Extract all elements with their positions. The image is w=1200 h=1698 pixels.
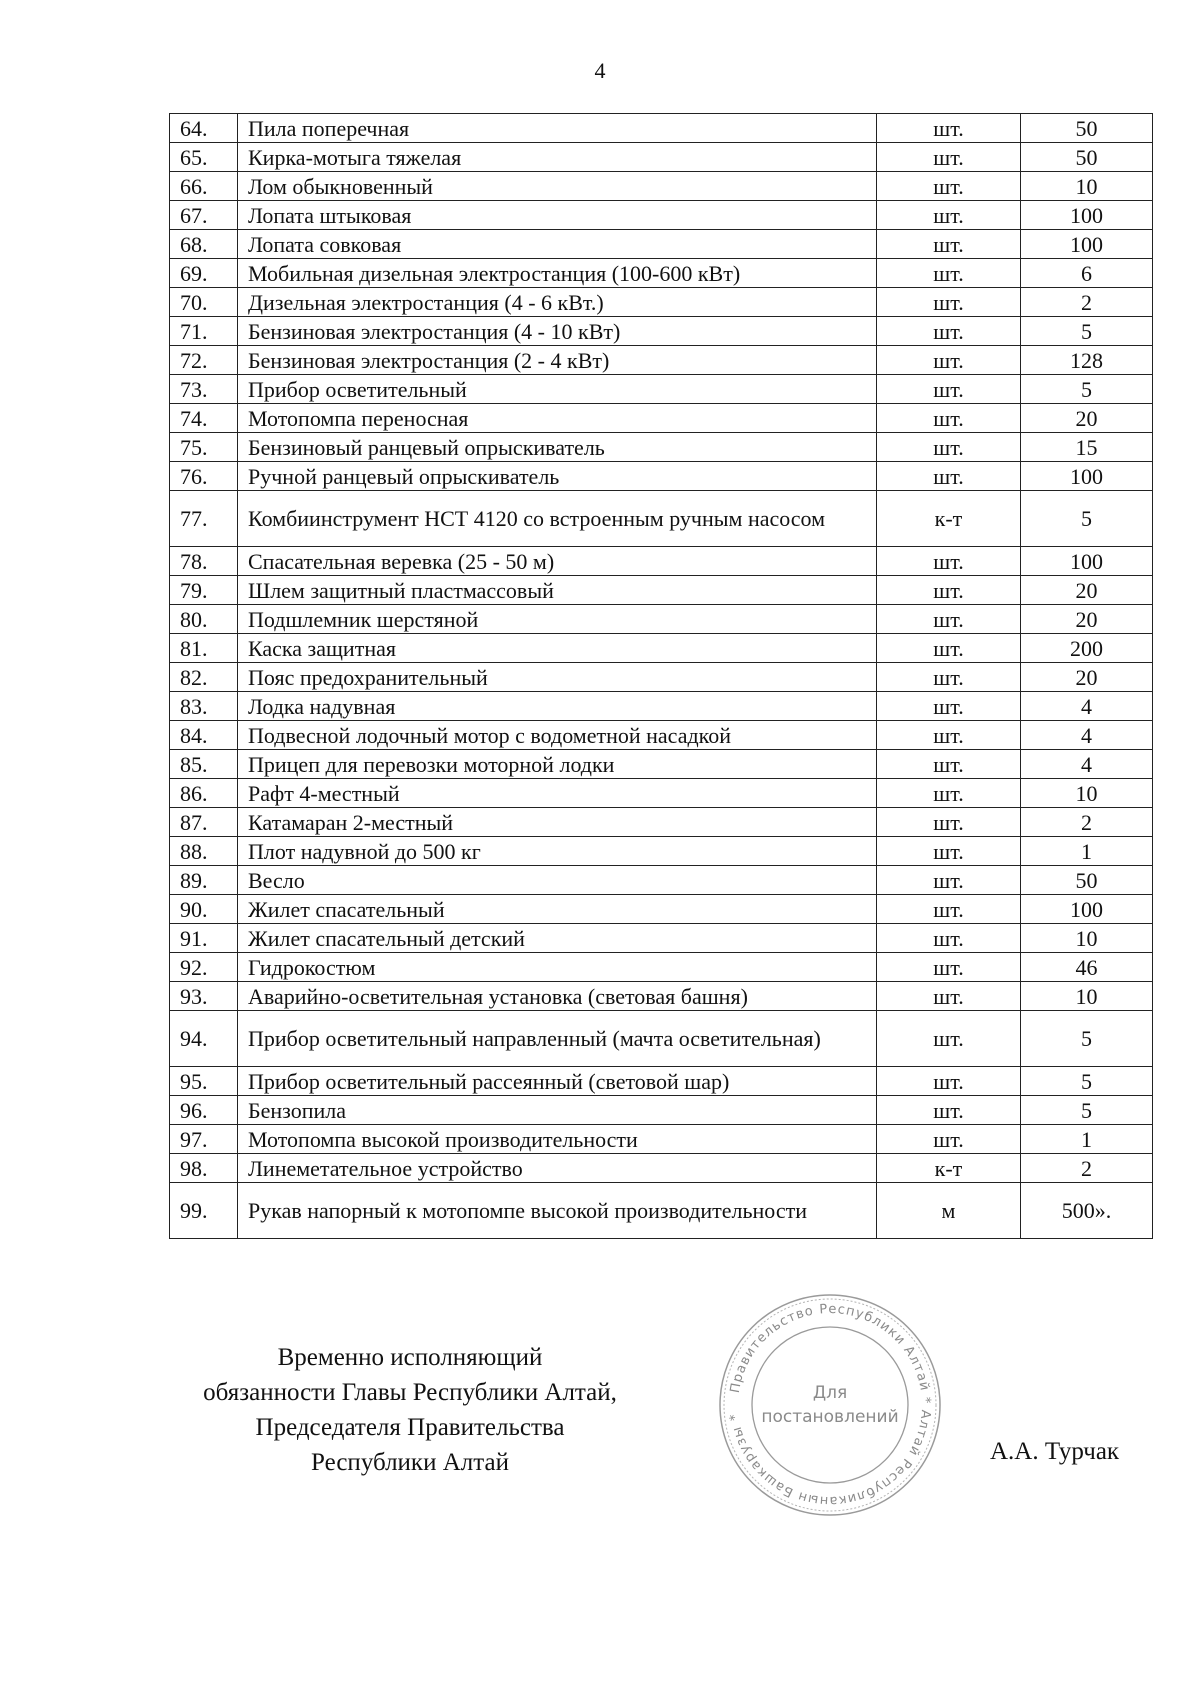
- item-name: Бензиновая электростанция (4 - 10 кВт): [238, 317, 877, 346]
- item-name: Лодка надувная: [238, 692, 877, 721]
- item-name: Лопата штыковая: [238, 201, 877, 230]
- item-name: Весло: [238, 866, 877, 895]
- table-row: [170, 404, 1153, 433]
- item-unit: шт.: [877, 692, 1021, 721]
- row-number: 68.: [170, 230, 238, 259]
- seal-inner-text-line2: постановлений: [761, 1407, 899, 1427]
- item-quantity: 5: [1021, 317, 1153, 346]
- item-name: Подвесной лодочный мотор с водометной насадкой: [238, 721, 877, 750]
- signature-title-line: Временно исполняющий: [277, 1344, 543, 1371]
- table-row: [170, 1096, 1153, 1125]
- table-row: [170, 808, 1153, 837]
- item-unit: шт.: [877, 1011, 1021, 1067]
- row-number: 90.: [170, 895, 238, 924]
- equipment-table: [169, 113, 1153, 1239]
- row-number: 65.: [170, 143, 238, 172]
- item-name: Рафт 4-местный: [238, 779, 877, 808]
- item-quantity: 10: [1021, 924, 1153, 953]
- table-row: [170, 201, 1153, 230]
- item-name: Лопата совковая: [238, 230, 877, 259]
- table-row: [170, 288, 1153, 317]
- item-quantity: 100: [1021, 895, 1153, 924]
- item-name: Бензопила: [238, 1096, 877, 1125]
- item-name: Бензиновый ранцевый опрыскиватель: [238, 433, 877, 462]
- row-number: 86.: [170, 779, 238, 808]
- row-number: 87.: [170, 808, 238, 837]
- item-name: Прибор осветительный: [238, 375, 877, 404]
- official-seal-stamp: [715, 1290, 945, 1520]
- item-unit: шт.: [877, 172, 1021, 201]
- item-unit: шт.: [877, 114, 1021, 143]
- row-number: 64.: [170, 114, 238, 143]
- row-number: 77.: [170, 491, 238, 547]
- row-number: 82.: [170, 663, 238, 692]
- table-row: [170, 1154, 1153, 1183]
- item-name: Лом обыкновенный: [238, 172, 877, 201]
- row-number: 85.: [170, 750, 238, 779]
- table-row: [170, 634, 1153, 663]
- item-quantity: 1: [1021, 837, 1153, 866]
- row-number: 79.: [170, 576, 238, 605]
- item-unit: к-т: [877, 491, 1021, 547]
- row-number: 71.: [170, 317, 238, 346]
- row-number: 70.: [170, 288, 238, 317]
- item-unit: шт.: [877, 866, 1021, 895]
- item-unit: шт.: [877, 143, 1021, 172]
- item-name: Прибор осветительный рассеянный (световой шар): [238, 1067, 877, 1096]
- item-quantity: 100: [1021, 230, 1153, 259]
- item-name: Мобильная дизельная электростанция (100-600 кВт): [238, 259, 877, 288]
- item-name: Мотопомпа переносная: [238, 404, 877, 433]
- table-row: [170, 982, 1153, 1011]
- item-unit: шт.: [877, 433, 1021, 462]
- item-name: Линеметательное устройство: [238, 1154, 877, 1183]
- item-quantity: 100: [1021, 547, 1153, 576]
- item-name: Подшлемник шерстяной: [238, 605, 877, 634]
- table-row: [170, 779, 1153, 808]
- table-row: [170, 750, 1153, 779]
- item-quantity: 4: [1021, 692, 1153, 721]
- table-row: [170, 1011, 1153, 1067]
- item-unit: шт.: [877, 895, 1021, 924]
- item-quantity: 50: [1021, 114, 1153, 143]
- item-quantity: 10: [1021, 779, 1153, 808]
- signature-title-line: обязанности Главы Республики Алтай,: [203, 1379, 617, 1406]
- signer-name: А.А. Турчак: [990, 1438, 1120, 1465]
- table-row: [170, 433, 1153, 462]
- seal-inner-text-line1: Для: [812, 1383, 848, 1403]
- item-quantity: 128: [1021, 346, 1153, 375]
- item-unit: шт.: [877, 375, 1021, 404]
- item-quantity: 5: [1021, 375, 1153, 404]
- row-number: 94.: [170, 1011, 238, 1067]
- item-name: Комбиинструмент НСТ 4120 со встроенным ручным насосом: [238, 491, 877, 547]
- item-unit: шт.: [877, 924, 1021, 953]
- row-number: 74.: [170, 404, 238, 433]
- table-row: [170, 953, 1153, 982]
- item-quantity: 200: [1021, 634, 1153, 663]
- item-quantity: 500».: [1021, 1183, 1153, 1239]
- item-unit: шт.: [877, 201, 1021, 230]
- item-quantity: 2: [1021, 1154, 1153, 1183]
- row-number: 75.: [170, 433, 238, 462]
- item-quantity: 5: [1021, 1011, 1153, 1067]
- svg-text:Правительство Республики Алтай: [727, 1302, 933, 1508]
- table-row: [170, 692, 1153, 721]
- table-row: [170, 143, 1153, 172]
- item-name: Шлем защитный пластмассовый: [238, 576, 877, 605]
- item-unit: шт.: [877, 1125, 1021, 1154]
- item-unit: шт.: [877, 288, 1021, 317]
- item-unit: шт.: [877, 230, 1021, 259]
- row-number: 88.: [170, 837, 238, 866]
- table-row: [170, 1125, 1153, 1154]
- row-number: 84.: [170, 721, 238, 750]
- item-unit: шт.: [877, 953, 1021, 982]
- row-number: 83.: [170, 692, 238, 721]
- table-row: [170, 866, 1153, 895]
- item-unit: м: [877, 1183, 1021, 1239]
- item-quantity: 15: [1021, 433, 1153, 462]
- item-name: Спасательная веревка (25 - 50 м): [238, 547, 877, 576]
- item-quantity: 10: [1021, 982, 1153, 1011]
- item-quantity: 4: [1021, 721, 1153, 750]
- table-row: [170, 605, 1153, 634]
- item-name: Каска защитная: [238, 634, 877, 663]
- row-number: 95.: [170, 1067, 238, 1096]
- table-row: [170, 114, 1153, 143]
- item-quantity: 6: [1021, 259, 1153, 288]
- row-number: 81.: [170, 634, 238, 663]
- item-quantity: 50: [1021, 866, 1153, 895]
- item-name: Катамаран 2-местный: [238, 808, 877, 837]
- item-name: Ручной ранцевый опрыскиватель: [238, 462, 877, 491]
- row-number: 67.: [170, 201, 238, 230]
- table-row: [170, 317, 1153, 346]
- item-quantity: 5: [1021, 1067, 1153, 1096]
- item-name: Жилет спасательный детский: [238, 924, 877, 953]
- table-row: [170, 663, 1153, 692]
- item-name: Гидрокостюм: [238, 953, 877, 982]
- signature-title: [170, 1340, 650, 1480]
- item-quantity: 50: [1021, 143, 1153, 172]
- item-name: Жилет спасательный: [238, 895, 877, 924]
- item-quantity: 5: [1021, 491, 1153, 547]
- item-name: Аварийно-осветительная установка (световая башня): [238, 982, 877, 1011]
- row-number: 96.: [170, 1096, 238, 1125]
- item-quantity: 4: [1021, 750, 1153, 779]
- item-quantity: 1: [1021, 1125, 1153, 1154]
- item-unit: шт.: [877, 1096, 1021, 1125]
- row-number: 89.: [170, 866, 238, 895]
- table-row: [170, 837, 1153, 866]
- row-number: 99.: [170, 1183, 238, 1239]
- item-unit: шт.: [877, 605, 1021, 634]
- item-unit: шт.: [877, 808, 1021, 837]
- row-number: 72.: [170, 346, 238, 375]
- table-row: [170, 491, 1153, 547]
- row-number: 78.: [170, 547, 238, 576]
- item-name: Прицеп для перевозки моторной лодки: [238, 750, 877, 779]
- seal-outer-text: Правительство Республики Алтай * Алтай Республиканын Башкарузы *: [727, 1301, 934, 1509]
- row-number: 76.: [170, 462, 238, 491]
- table-row: [170, 721, 1153, 750]
- item-name: Плот надувной до 500 кг: [238, 837, 877, 866]
- item-unit: к-т: [877, 1154, 1021, 1183]
- row-number: 80.: [170, 605, 238, 634]
- table-row: [170, 576, 1153, 605]
- item-unit: шт.: [877, 404, 1021, 433]
- equipment-table-body: [170, 114, 1153, 1239]
- item-name: Рукав напорный к мотопомпе высокой производительности: [238, 1183, 877, 1239]
- signature-title-line: Председателя Правительства: [255, 1414, 565, 1441]
- row-number: 93.: [170, 982, 238, 1011]
- item-quantity: 20: [1021, 663, 1153, 692]
- item-unit: шт.: [877, 547, 1021, 576]
- item-unit: шт.: [877, 721, 1021, 750]
- item-name: Прибор осветительный направленный (мачта осветительная): [238, 1011, 877, 1067]
- row-number: 66.: [170, 172, 238, 201]
- page-number: 4: [594, 58, 606, 83]
- item-unit: шт.: [877, 1067, 1021, 1096]
- item-quantity: 46: [1021, 953, 1153, 982]
- item-name: Дизельная электростанция (4 - 6 кВт.): [238, 288, 877, 317]
- item-unit: шт.: [877, 663, 1021, 692]
- item-unit: шт.: [877, 982, 1021, 1011]
- item-unit: шт.: [877, 750, 1021, 779]
- table-row: [170, 259, 1153, 288]
- item-name: Кирка-мотыга тяжелая: [238, 143, 877, 172]
- item-unit: шт.: [877, 634, 1021, 663]
- item-name: Бензиновая электростанция (2 - 4 кВт): [238, 346, 877, 375]
- item-quantity: 100: [1021, 462, 1153, 491]
- table-row: [170, 924, 1153, 953]
- item-unit: шт.: [877, 259, 1021, 288]
- row-number: 69.: [170, 259, 238, 288]
- signature-title-line: Республики Алтай: [311, 1449, 509, 1476]
- item-unit: шт.: [877, 346, 1021, 375]
- table-row: [170, 895, 1153, 924]
- item-name: Мотопомпа высокой производительности: [238, 1125, 877, 1154]
- item-unit: шт.: [877, 779, 1021, 808]
- item-quantity: 20: [1021, 404, 1153, 433]
- row-number: 98.: [170, 1154, 238, 1183]
- item-quantity: 100: [1021, 201, 1153, 230]
- table-row: [170, 1067, 1153, 1096]
- table-row: [170, 547, 1153, 576]
- item-unit: шт.: [877, 462, 1021, 491]
- item-unit: шт.: [877, 317, 1021, 346]
- item-quantity: 20: [1021, 605, 1153, 634]
- item-name: Пояс предохранительный: [238, 663, 877, 692]
- item-quantity: 5: [1021, 1096, 1153, 1125]
- row-number: 91.: [170, 924, 238, 953]
- row-number: 92.: [170, 953, 238, 982]
- item-unit: шт.: [877, 837, 1021, 866]
- item-quantity: 20: [1021, 576, 1153, 605]
- item-quantity: 2: [1021, 288, 1153, 317]
- item-name: Пила поперечная: [238, 114, 877, 143]
- table-row: [170, 172, 1153, 201]
- item-quantity: 2: [1021, 808, 1153, 837]
- item-unit: шт.: [877, 576, 1021, 605]
- table-row: [170, 1183, 1153, 1239]
- row-number: 73.: [170, 375, 238, 404]
- table-row: [170, 230, 1153, 259]
- table-row: [170, 462, 1153, 491]
- row-number: 97.: [170, 1125, 238, 1154]
- table-row: [170, 375, 1153, 404]
- item-quantity: 10: [1021, 172, 1153, 201]
- table-row: [170, 346, 1153, 375]
